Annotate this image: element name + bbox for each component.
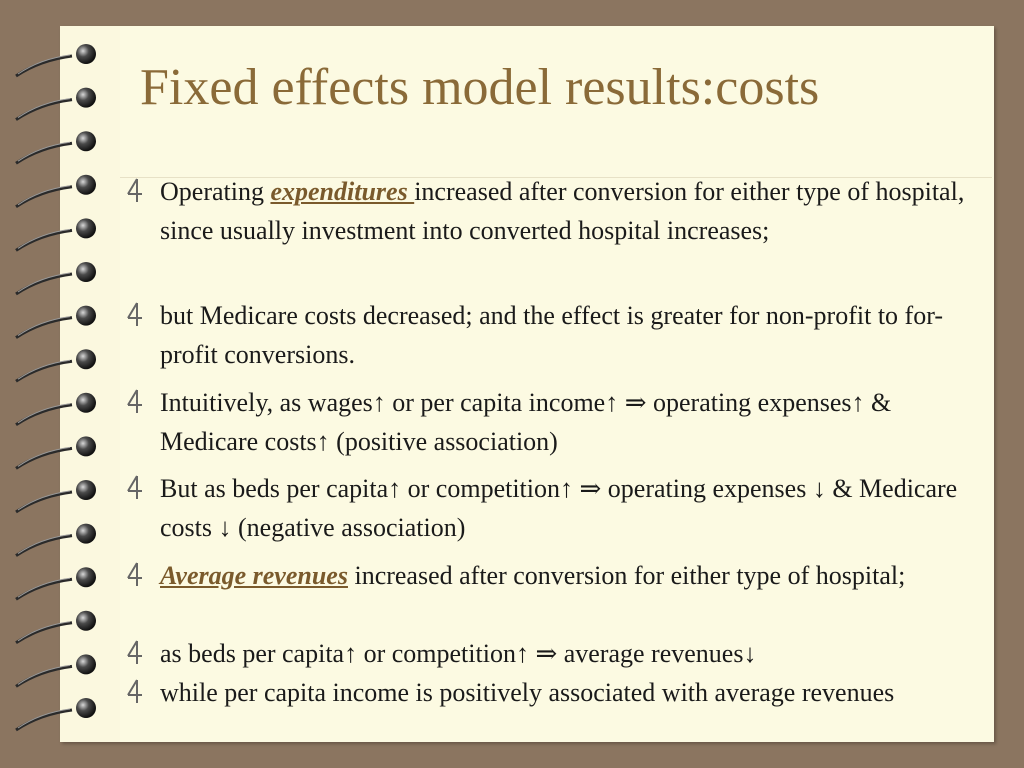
bullet-item <box>118 469 968 547</box>
bullet-marker-icon <box>122 298 146 332</box>
bullet-text: Intuitively, as wages↑ or per capita income↑ ⇒ operating expenses↑ & Medicare costs↑ (positive association) <box>160 388 892 456</box>
bullet-emphasis: Average revenues <box>160 561 348 590</box>
bullet-text: as beds per capita↑ or competition↑ ⇒ average revenues↓ <box>160 639 757 668</box>
bullet-item <box>118 172 968 250</box>
bullet-marker-icon <box>122 558 146 592</box>
bullet-item <box>118 556 968 595</box>
bullet-marker-icon <box>122 174 146 208</box>
bullet-marker-icon <box>122 675 146 709</box>
bullet-marker-icon <box>122 636 146 670</box>
bullet-marker-icon <box>122 385 146 419</box>
slide-title: Fixed effects model results:costs <box>140 59 820 116</box>
bullet-item <box>118 673 968 712</box>
bullet-text: but Medicare costs decreased; and the effect is greater for non-profit to for-profit conversions. <box>160 301 943 369</box>
bullet-marker-icon <box>122 471 146 505</box>
bullet-item <box>118 383 968 461</box>
bullet-emphasis: expenditures <box>270 177 415 206</box>
bullet-text-continued: increased after conversion for either type of hospital; <box>347 561 906 590</box>
bullet-item <box>118 634 968 673</box>
bullet-item <box>118 296 968 374</box>
bullet-text-continued: increased after conversion for either type of hospital, since usually investment into converted hospital increases; <box>160 177 965 245</box>
bullet-text: Operating <box>160 177 271 206</box>
bullet-text: while per capita income is positively associated with average revenues <box>160 678 895 707</box>
bullet-text: But as beds per capita↑ or competition↑ ⇒ operating expenses ↓ & Medicare costs ↓ (negative association) <box>160 474 958 542</box>
